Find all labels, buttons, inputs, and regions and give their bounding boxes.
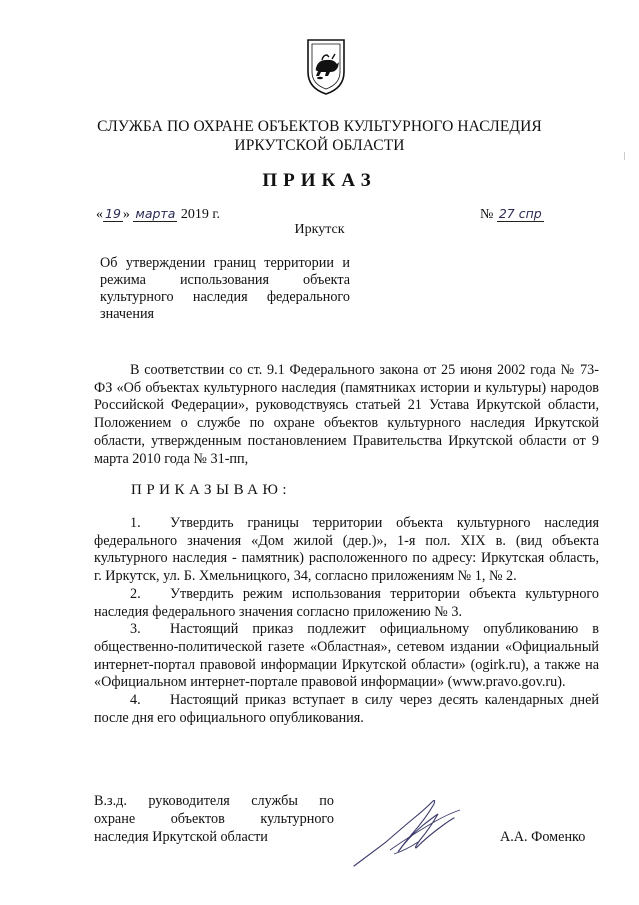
date-year: 2019 г. (180, 207, 221, 222)
order-item (94, 692, 599, 727)
organization-name-line1: СЛУЖБА ПО ОХРАНЕ ОБЪЕКТОВ КУЛЬТУРНОГО НАСЛЕДИЯ (97, 118, 542, 135)
order-item (94, 621, 599, 692)
handwritten-signature (350, 792, 475, 870)
item-number: 4. (130, 692, 141, 709)
item-number: 3. (130, 621, 141, 638)
position-line-2: охране объектов культурного (94, 811, 334, 827)
order-items-list (94, 515, 599, 727)
order-item (94, 586, 599, 621)
document-title: ПРИКАЗ (262, 170, 377, 191)
order-number (480, 206, 544, 223)
position-line-1: В.з.д. руководителя службы по (94, 793, 334, 809)
item-text: Утвердить границы территории объекта культурного наследия федерального значения «Дом жилой (дер.)», 1-я пол. XIX в. (вид объекта культурного наследия - памятник) расположенного по адресу: Иркутская область, г. Иркутск, ул. Б. Хмельницкого, 34, согласно приложениям № 1, № 2. (94, 515, 599, 585)
order-subject: Об утверждении границ территории и режима использования объекта культурного наследия федерального значения (100, 255, 350, 322)
item-number: 2. (130, 585, 141, 602)
item-text: Утвердить режим использования территории объекта культурного наследия федерального значения согласно приложению № 3. (94, 585, 599, 620)
organization-name-line2: ИРКУТСКОЙ ОБЛАСТИ (234, 137, 405, 154)
date-close-quote: » (122, 207, 130, 222)
signatory-position (94, 792, 334, 846)
order-date (96, 206, 220, 223)
date-day: 19 (105, 206, 121, 221)
preamble-paragraph: В соответствии со ст. 9.1 Федерального закона от 25 июня 2002 года № 73-ФЗ «Об объектах культурного наследия (памятниках истории и культуры) народов Российской Федерации», руководствуясь статьей 21 Устава Иркутской области, Положением о службе по охране объектов культурного наследия Иркутской области, утвержденным постановлением Правительства Иркутской области от 9 марта 2010 года № 31-пп, (94, 362, 599, 467)
item-text: Настоящий приказ вступает в силу через десять календарных дней после дня его официального опубликования. (94, 692, 599, 726)
number-label: № (480, 207, 494, 222)
city: Иркутск (294, 222, 345, 237)
signatory-name: А.А. Фоменко (500, 829, 586, 845)
item-number: 1. (130, 515, 141, 531)
order-directive-word: ПРИКАЗЫВАЮ: (131, 482, 292, 498)
order-item (94, 515, 599, 586)
scan-mark (624, 152, 625, 160)
date-month: марта (135, 206, 176, 221)
number-value: 27 спр (498, 206, 542, 221)
date-open-quote: « (96, 207, 103, 222)
item-text: Настоящий приказ подлежит официальному опубликованию в общественно-политической газете «Областная», сетевом издании «Официальный интернет-портал правовой информации Иркутской области» (ogirk.ru), а также на «Официальном интернет-портале правовой информации» (www.pravo.gov.ru). (94, 621, 599, 691)
position-line-3: наследия Иркутской области (94, 829, 268, 845)
coat-of-arms-icon (304, 38, 348, 96)
